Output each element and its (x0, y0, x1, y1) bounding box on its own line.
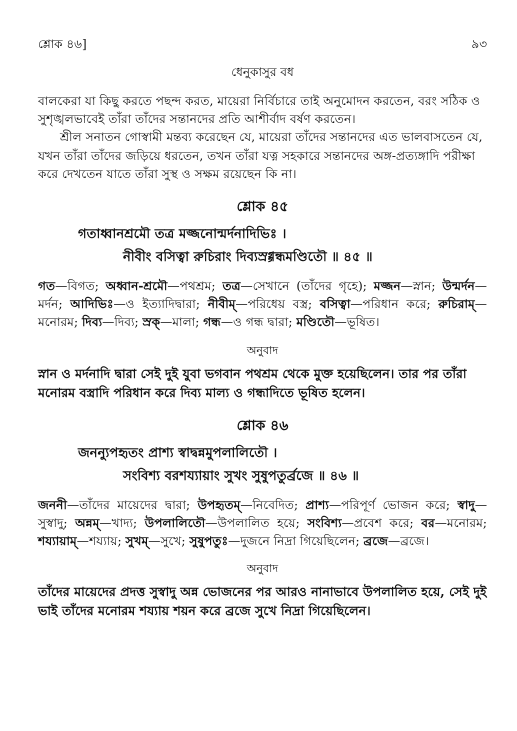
verse-45-word-meanings (38, 277, 487, 332)
gloss-word: জননী (38, 497, 67, 512)
gloss-word: প্রাশ্য (305, 497, 329, 512)
gloss-meaning: —মর্দন; (38, 279, 487, 312)
verse-45-line-2: নীবীং বসিত্বা রুচিরাং দিব্যস্রগ্গন্ধমণ্ডিতৌ ॥ ৪৫ ॥ (123, 250, 373, 266)
gloss-meaning: —নিবেদিত; (240, 497, 306, 512)
gloss-word: শয্যায়াম্ (38, 534, 77, 549)
header-chapter-title-wrap (38, 64, 487, 80)
gloss-meaning: —ব্রজে। (388, 534, 430, 549)
gloss-meaning: —তাঁদের মায়েদের দ্বারা; (66, 497, 198, 512)
gloss-word: অন্নম্ (75, 515, 100, 530)
gloss-meaning: —পরিপূর্ণ ভোজন করে; (328, 497, 458, 512)
gloss-meaning: —স্নান; (400, 279, 443, 294)
gloss-meaning: —ভূষিত। (334, 315, 380, 330)
gloss-word: গত (38, 279, 56, 294)
gloss-meaning: —খাদ্য; (99, 515, 145, 530)
gloss-meaning: —ও ইত্যাদিদ্বারা; (113, 297, 208, 312)
gloss-word: দিব্য (81, 315, 103, 330)
gloss-word: মজ্জন (373, 279, 401, 294)
gloss-word: উপলালিতৌ (144, 515, 206, 530)
verse-46-translation: তাঁদের মায়েদের প্রদত্ত সুস্বাদু অন্ন ভোজনের পর আরও নানাভাবে উপলালিত হয়ে, সেই দুই ভাই তাঁদের মনোরম শয্যায় শয়ন করে ব্রজে সুখে নিদ্রা গিয়েছিলেন। (38, 584, 487, 619)
gloss-meaning: —সুখে; (148, 534, 190, 549)
gloss-meaning: —সেখানে (তাঁদের গৃহে); (240, 279, 374, 294)
verse-45-line-1: গতাধ্বানশ্রমৌ তত্র মজ্জনোন্মর্দনাদিভিঃ । (78, 227, 287, 243)
gloss-meaning: —পরিধান করে; (350, 297, 439, 312)
gloss-meaning: —মালা; (160, 315, 204, 330)
verse-46-word-meanings (38, 496, 487, 551)
gloss-meaning: —মনোরম; (434, 515, 487, 530)
header-chapter-title: ধেনুকাসুর বধ (231, 65, 294, 79)
gloss-word: উন্মর্দন (442, 279, 475, 294)
gloss-word: উপহৃতম্ (197, 497, 241, 512)
gloss-meaning: —ও গন্ধ দ্বারা; (220, 315, 297, 330)
gloss-word: নীবীম্ (207, 297, 236, 312)
header-page-number: ৯৩ (471, 37, 487, 51)
gloss-word: তত্র (222, 279, 241, 294)
verse-46-line-2: সংবিশ্য বরশয্যায়াং সুখং সুষুপতুর্ব্রজে ॥ ৪৬ ॥ (123, 468, 359, 484)
gloss-word: বর (421, 515, 435, 530)
verse-45-heading: শ্লোক ৪৫ (236, 199, 289, 216)
verse-46-translation-label: অনুবাদ (246, 562, 279, 576)
gloss-word: আদিভিঃ (70, 297, 114, 312)
gloss-word: সুষুপতুঃ (189, 534, 229, 549)
verse-46-heading: শ্লোক ৪৬ (236, 417, 289, 434)
header-verse-ref: শ্লোক ৪৬] (38, 37, 87, 51)
gloss-meaning: —পরিধেয় বস্ত্র; (235, 297, 320, 312)
gloss-meaning: —পথশ্রম; (167, 279, 223, 294)
gloss-meaning: —উপলালিত হয়ে; (205, 515, 308, 530)
gloss-word: স্বাদু (457, 497, 475, 512)
gloss-meaning: —বিগত; (55, 279, 106, 294)
gloss-word: বসিত্বা (319, 297, 351, 312)
verse-46-line-1: জনন্যুপহৃতং প্রাশ্য স্বাদ্বন্নমুপলালিতৌ । (78, 445, 278, 461)
gloss-meaning: —প্রবেশ করে; (341, 515, 422, 530)
gloss-word: সুখম্ (125, 534, 149, 549)
gloss-meaning: —দুজনে নিদ্রা গিয়েছিলেন; (228, 534, 364, 549)
verse-45-translation: স্নান ও মর্দনাদি দ্বারা সেই দুই যুবা ভগবান পথশ্রম থেকে মুক্ত হয়েছিলেন। তার পর তাঁরা মনোরম বস্ত্রাদি পরিধান করে দিব্য মাল্য ও গন্ধাদিতে ভূষিত হলেন। (38, 365, 467, 400)
gloss-word: অধ্বান-শ্রমৌ (105, 279, 168, 294)
gloss-meaning: —শয্যায়; (76, 534, 126, 549)
gloss-meaning: —মনোরম; (38, 297, 487, 330)
gloss-word: স্রক্ (142, 315, 161, 330)
gloss-meaning: —দিব্য; (102, 315, 143, 330)
gloss-word: গন্ধ (203, 315, 221, 330)
intro-paragraph-2: শ্রীল সনাতন গোস্বামী মন্তব্য করেছেন যে, মায়েরা তাঁদের সন্তানদের এত ভালবাসতেন যে, যখন তাঁরা তাঁদের জড়িয়ে ধরতেন, তখন তাঁরা যত্ন সহকারে সন্তানদের অঙ্গ-প্রত্যঙ্গাদি পরীক্ষা করে দেখতেন যাতে তাঁরা সুস্থ ও সক্ষম রয়েছেন কি না। (38, 130, 483, 181)
page-header (38, 36, 487, 52)
gloss-word: ব্রজে (363, 534, 389, 549)
gloss-word: রুচিরাম্ (438, 297, 475, 312)
gloss-word: সংবিশ্য (307, 515, 342, 530)
gloss-word: মণ্ডিতৌ (296, 315, 335, 330)
gloss-meaning: —সুস্বাদু; (38, 497, 487, 530)
verse-45-translation-label: অনুবাদ (246, 343, 279, 357)
intro-paragraph-1: বালকেরা যা কিছু করতে পছন্দ করত, মায়েরা নির্বিচারে তাই অনুমোদন করতেন, বরং সঠিক ও সুশৃঙ্খলভাবেই তাঁরা তাঁদের সন্তানদের প্রতি আশীর্বাদ বর্ষণ করতেন। (38, 94, 481, 127)
